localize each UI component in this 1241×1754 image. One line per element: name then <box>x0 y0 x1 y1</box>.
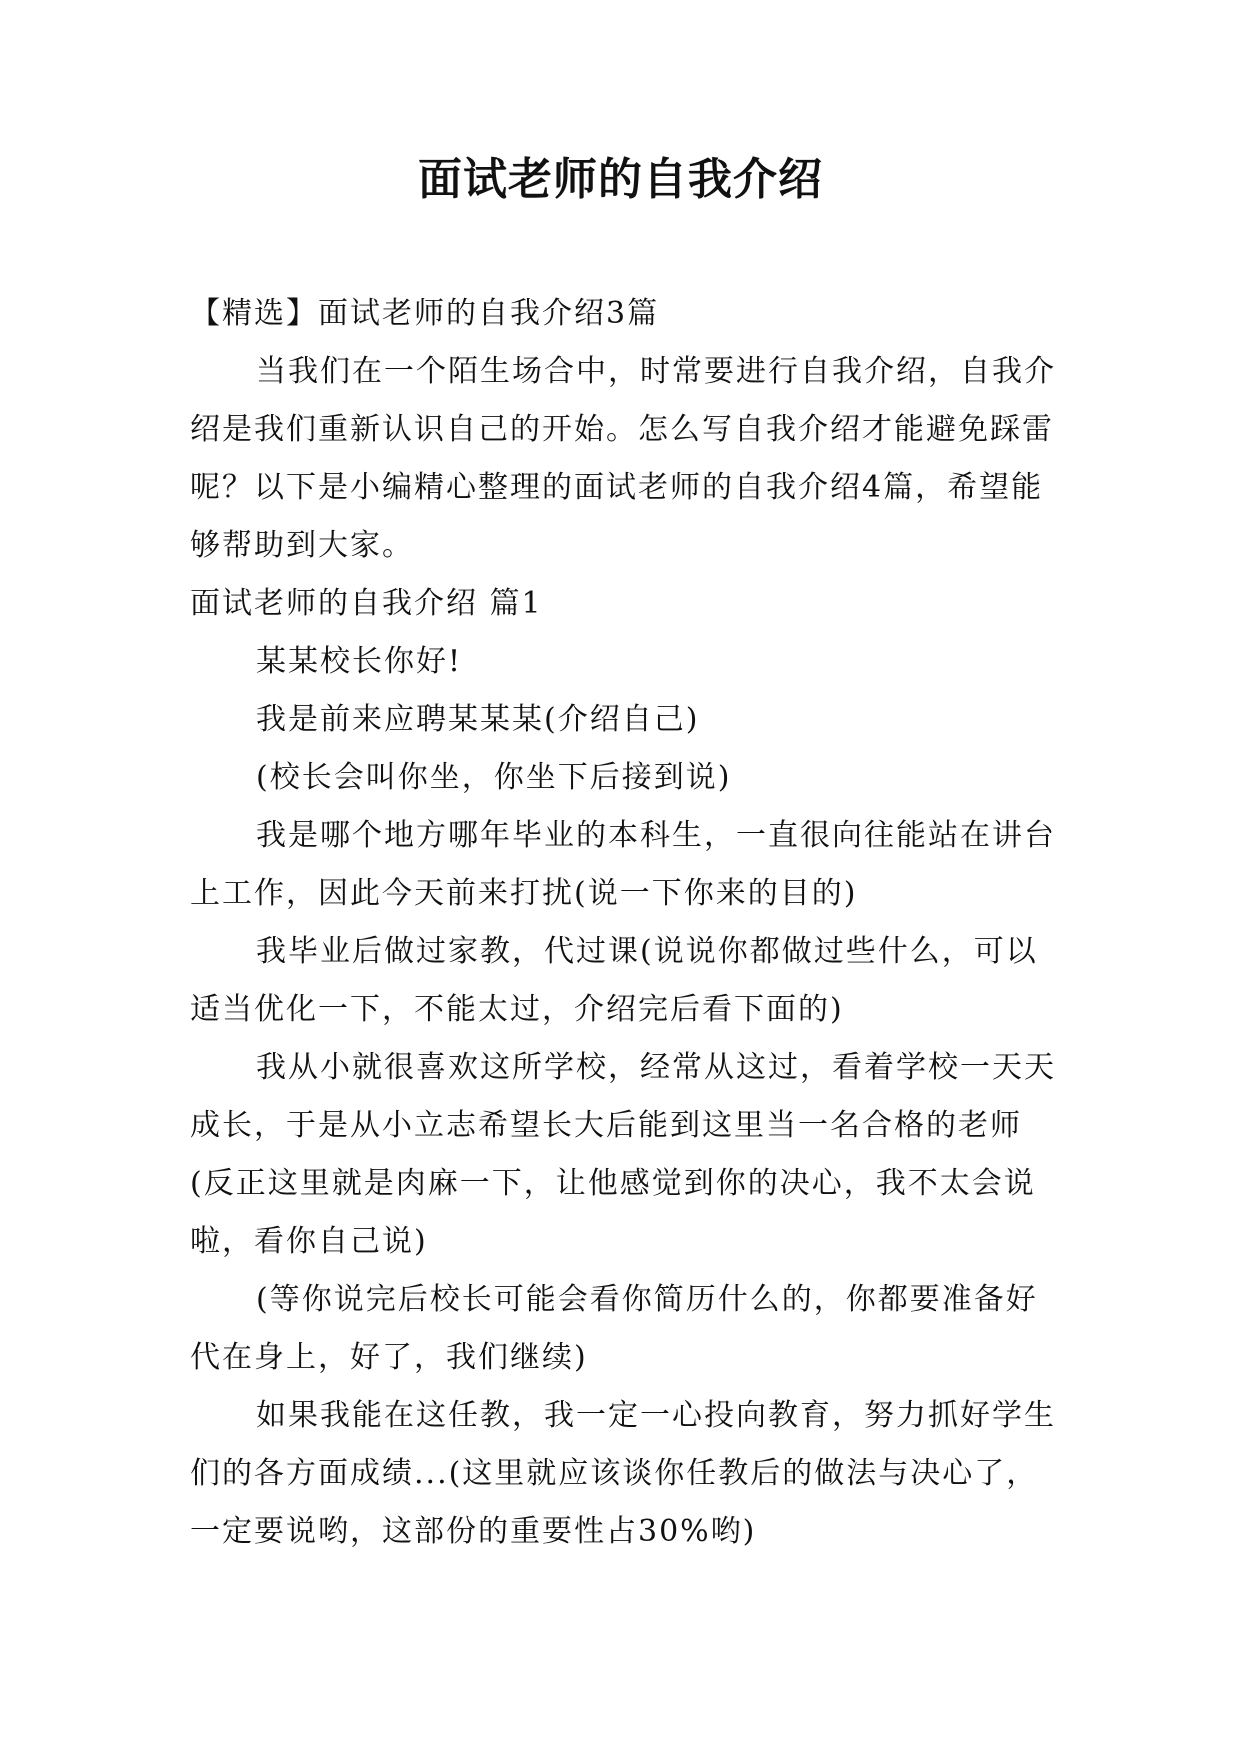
paragraph: 某某校长你好! <box>256 644 463 679</box>
section-heading: 面试老师的自我介绍 篇1 <box>190 586 543 621</box>
paragraph-intro-heading: 【精选】面试老师的自我介绍3篇 <box>190 296 660 331</box>
paragraph: 我是前来应聘某某某(介绍自己) <box>256 702 700 737</box>
paragraph: 我是哪个地方哪年毕业的本科生，一直很向往能站在讲台上工作，因此今天前来打扰(说一下你来的目的) <box>190 818 1056 911</box>
document-body <box>190 285 1060 1561</box>
paragraph: 如果我能在这任教，我一定一心投向教育，努力抓好学生们的各方面成绩...(这里就应该谈你任教后的做法与决心了，一定要说哟，这部份的重要性占30%哟) <box>190 1398 1056 1549</box>
paragraph: (等你说完后校长可能会看你简历什么的，你都要准备好代在身上，好了，我们继续) <box>190 1282 1038 1375</box>
document-title: 面试老师的自我介绍 <box>418 154 823 205</box>
paragraph: 我毕业后做过家教，代过课(说说你都做过些什么，可以适当优化一下，不能太过，介绍完后看下面的) <box>190 934 1038 1027</box>
paragraph-intro: 当我们在一个陌生场合中，时常要进行自我介绍，自我介绍是我们重新认识自己的开始。怎么写自我介绍才能避免踩雷呢？以下是小编精心整理的面试老师的自我介绍4篇，希望能够帮助到大家。 <box>190 354 1056 563</box>
paragraph: (校长会叫你坐，你坐下后接到说) <box>256 760 732 795</box>
paragraph: 我从小就很喜欢这所学校，经常从这过，看着学校一天天成长，于是从小立志希望长大后能到这里当一名合格的老师(反正这里就是肉麻一下，让他感觉到你的决心，我不太会说啦，看你自己说) <box>190 1050 1056 1259</box>
